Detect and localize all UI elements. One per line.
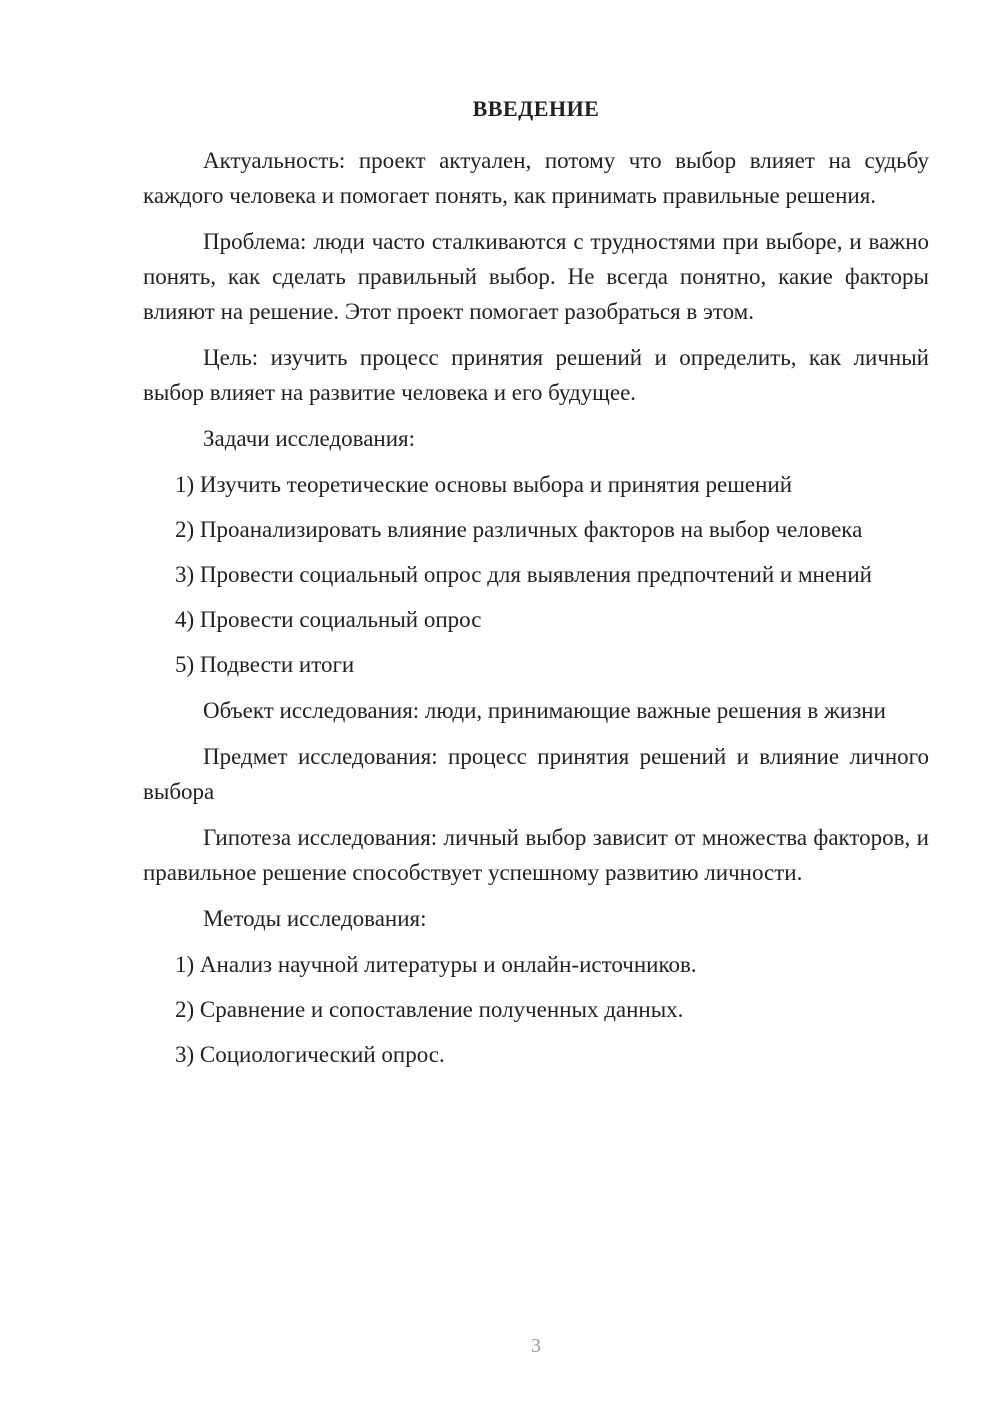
methods-heading: Методы исследования: [203,906,427,931]
document-body [143,143,929,1082]
methods-list [143,947,929,1072]
list-item: 3) Социологический опрос. [175,1042,445,1067]
list-item: 1) Анализ научной литературы и онлайн-источников. [175,952,697,977]
subject-paragraph: Предмет исследования: процесс принятия решений и влияние личного выбора [143,744,929,804]
list-item: 2) Проанализировать влияние различных факторов на выбор человека [175,517,863,542]
goal-paragraph: Цель: изучить процесс принятия решений и определить, как личный выбор влияет на развитие человека и его будущее. [143,345,929,405]
hypothesis-paragraph: Гипотеза исследования: личный выбор зависит от множества факторов, и правильное решение способствует успешному развитию личности. [143,825,929,885]
relevance-paragraph: Актуальность: проект актуален, потому что выбор влияет на судьбу каждого человека и помогает понять, как принимать правильные решения. [143,148,929,208]
page-title: ВВЕДЕНИЕ [472,96,600,121]
list-item: 1) Изучить теоретические основы выбора и принятия решений [175,472,793,497]
list-item: 3) Провести социальный опрос для выявления предпочтений и мнений [175,562,872,587]
object-paragraph: Объект исследования: люди, принимающие важные решения в жизни [203,698,886,723]
list-item: 4) Провести социальный опрос [175,607,482,632]
page-number: 3 [531,1335,541,1357]
problem-paragraph: Проблема: люди часто сталкиваются с трудностями при выборе, и важно понять, как сделать правильный выбор. Не всегда понятно, какие факторы влияют на решение. Этот проект помогает разобраться в этом. [143,229,929,324]
tasks-list [143,467,929,682]
list-item: 2) Сравнение и сопоставление полученных данных. [175,997,684,1022]
tasks-heading: Задачи исследования: [203,426,416,451]
list-item: 5) Подвести итоги [175,652,355,677]
